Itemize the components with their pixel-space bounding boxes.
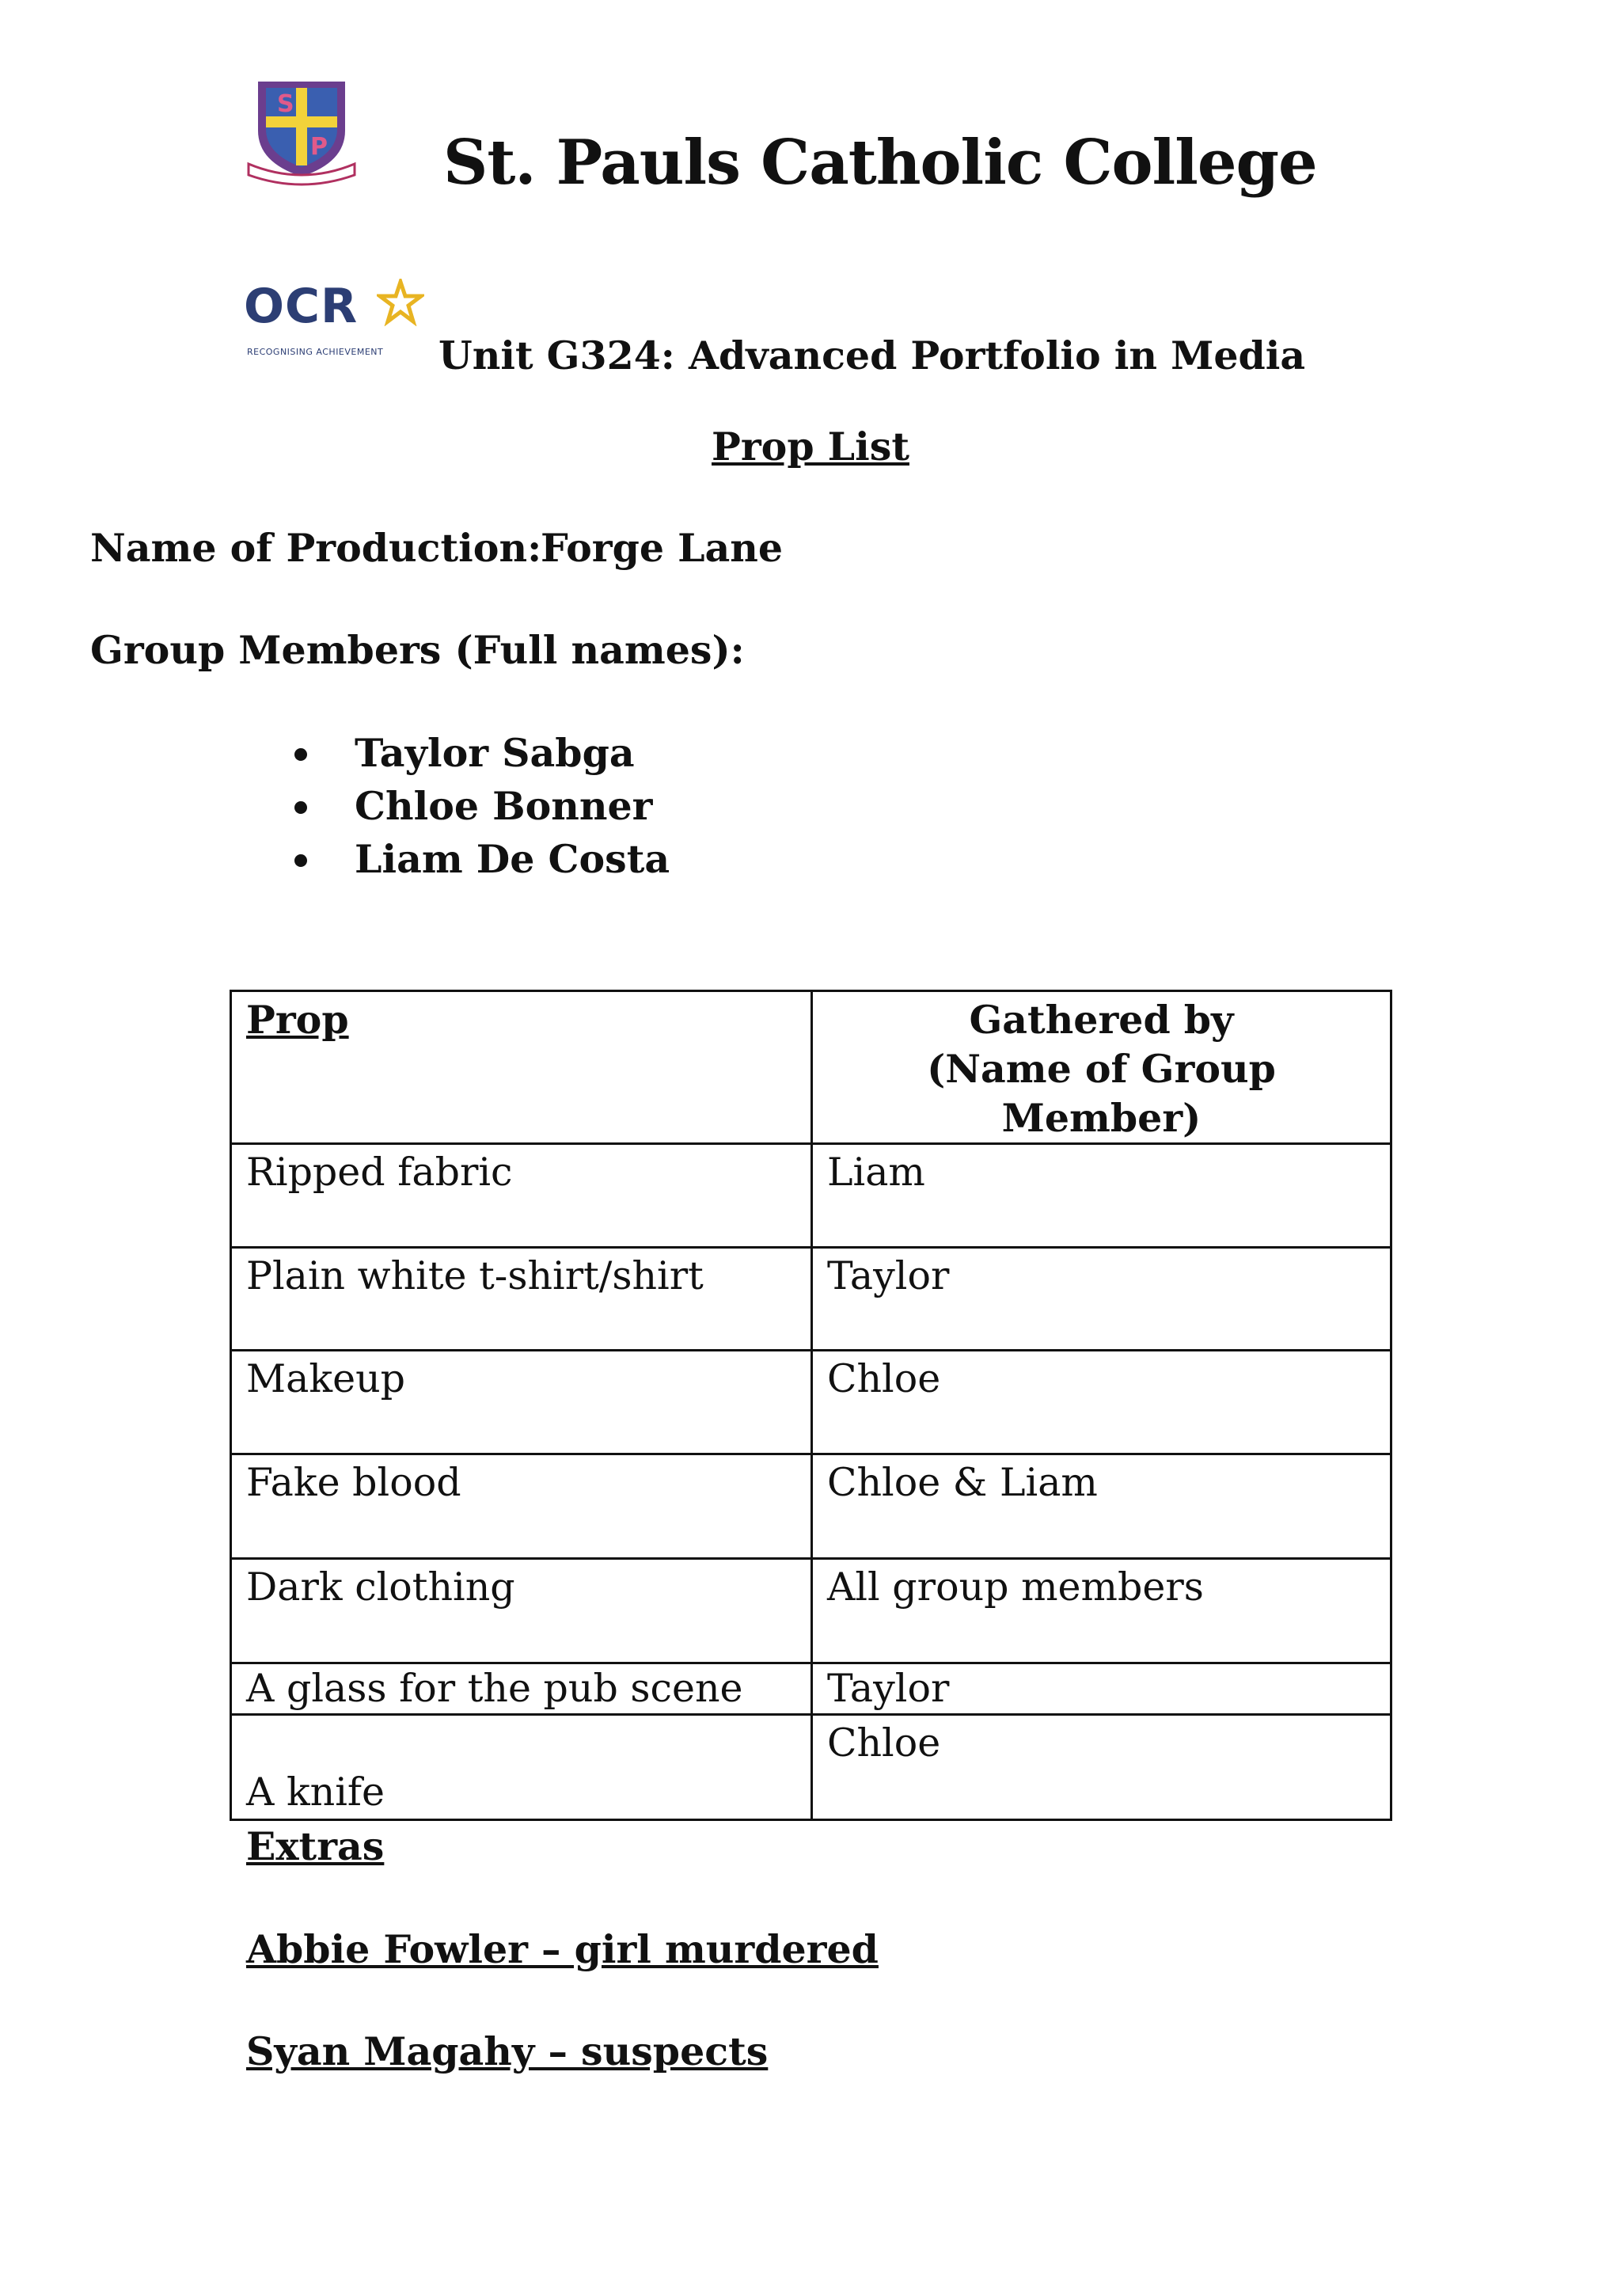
prop-cell: A knife [231, 1715, 812, 1820]
gathered-cell: Liam [812, 1144, 1391, 1248]
production-name: Forge Lane [541, 525, 784, 571]
member-name: Liam De Costa [355, 836, 670, 882]
school-name: St. Pauls Catholic College [443, 127, 1317, 199]
crest-letter-p: P [310, 133, 328, 161]
gathered-by-column-header [812, 991, 1391, 1144]
unit-title: Unit G324: Advanced Portfolio in Media [438, 333, 1306, 378]
extra-item: Abbie Fowler – girl murdered [246, 1926, 879, 1972]
prop-cell: A glass for the pub scene [231, 1663, 812, 1715]
list-item [288, 727, 670, 780]
document-title: Prop List [712, 424, 909, 469]
group-members-label: Group Members (Full names): [90, 627, 745, 673]
bullet-icon [294, 854, 307, 867]
table-row [231, 1454, 1391, 1559]
bullet-icon [294, 801, 307, 814]
prop-table [230, 990, 1392, 1821]
prop-cell: Ripped fabric [231, 1144, 812, 1248]
ocr-logo-text: OCR [244, 279, 359, 334]
group-members-list [288, 727, 670, 886]
gathered-header-line2: (Name of Group Member) [927, 1046, 1276, 1141]
prop-cell: Dark clothing [231, 1559, 812, 1663]
prop-cell: Makeup [231, 1351, 812, 1454]
bullet-icon [294, 748, 307, 761]
prop-cell: Plain white t-shirt/shirt [231, 1248, 812, 1351]
extra-item: Syan Magahy – suspects [246, 2028, 769, 2074]
ocr-star-icon [377, 279, 424, 326]
gathered-cell: Chloe & Liam [812, 1454, 1391, 1559]
prop-column-header: Prop [231, 991, 812, 1144]
table-row [231, 1559, 1391, 1663]
prop-cell: Fake blood [231, 1454, 812, 1559]
ocr-tagline: RECOGNISING ACHIEVEMENT [247, 347, 384, 357]
list-item [288, 780, 670, 833]
gathered-cell: Chloe [812, 1351, 1391, 1454]
member-name: Taylor Sabga [355, 730, 635, 776]
production-label: Name of Production: [90, 525, 542, 571]
member-name: Chloe Bonner [355, 783, 653, 829]
gathered-cell: Taylor [812, 1663, 1391, 1715]
table-header-row [231, 991, 1391, 1144]
school-crest-logo [242, 75, 361, 186]
table-row [231, 1144, 1391, 1248]
table-row [231, 1663, 1391, 1715]
table-row [231, 1351, 1391, 1454]
list-item [288, 833, 670, 886]
gathered-cell: Taylor [812, 1248, 1391, 1351]
gathered-cell: All group members [812, 1559, 1391, 1663]
gathered-cell: Chloe [812, 1715, 1391, 1820]
ocr-logo [244, 279, 426, 366]
table-row [231, 1715, 1391, 1820]
crest-letter-s: S [277, 90, 294, 118]
gathered-header-line1: Gathered by [969, 997, 1234, 1043]
extras-heading: Extras [246, 1823, 385, 1869]
table-row [231, 1248, 1391, 1351]
